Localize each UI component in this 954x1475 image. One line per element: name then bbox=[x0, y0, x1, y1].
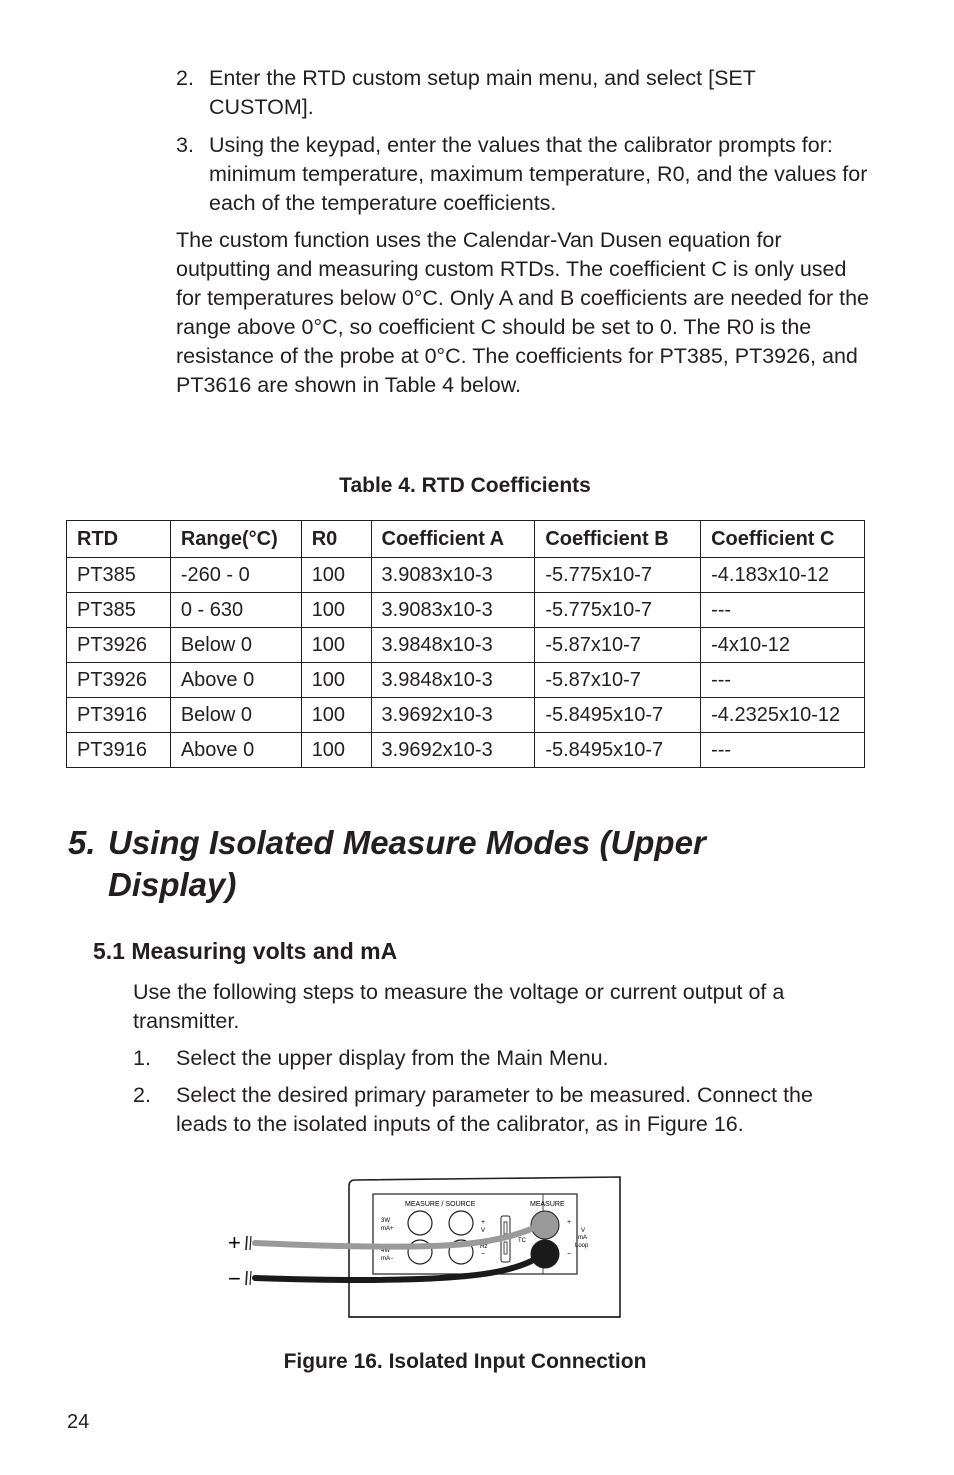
cell-coefficient-a: 3.9083x10-3 bbox=[371, 593, 535, 628]
rtd-coefficients-table bbox=[66, 520, 865, 768]
cell-r0: 100 bbox=[301, 733, 371, 768]
header-coefficient-c: Coefficient C bbox=[701, 521, 865, 558]
positive-lead bbox=[255, 1224, 543, 1247]
section-number: 5. bbox=[68, 824, 96, 861]
table-caption: Table 4. RTD Coefficients bbox=[339, 474, 591, 497]
cell-coefficient-c: --- bbox=[701, 593, 865, 628]
label-mid-hz: Hz bbox=[480, 1244, 488, 1250]
label-measure: MEASURE bbox=[530, 1201, 565, 1208]
cell-coefficient-c: -4.183x10-12 bbox=[701, 558, 865, 593]
table-header-row bbox=[67, 521, 865, 558]
page-number: 24 bbox=[67, 1411, 90, 1433]
cell-r0: 100 bbox=[301, 663, 371, 698]
cell-coefficient-a: 3.9848x10-3 bbox=[371, 663, 535, 698]
label-4w: 4W bbox=[381, 1248, 390, 1254]
step-text: Select the upper display from the Main Menu. bbox=[176, 1046, 609, 1070]
cell-r0: 100 bbox=[301, 593, 371, 628]
header-rtd: RTD bbox=[67, 521, 171, 558]
header-coefficient-a: Coefficient A bbox=[371, 521, 535, 558]
subsection-intro: Use the following steps to measure the voltage or current output of a transmitter. bbox=[133, 980, 785, 1033]
cell-r0: 100 bbox=[301, 628, 371, 663]
cell-coefficient-a: 3.9692x10-3 bbox=[371, 733, 535, 768]
label-measure-source: MEASURE / SOURCE bbox=[405, 1201, 476, 1208]
label-mid-minus: − bbox=[481, 1251, 486, 1258]
label-ma-minus: mA− bbox=[381, 1256, 394, 1262]
step-2 bbox=[133, 1081, 873, 1141]
cell-rtd: PT385 bbox=[67, 593, 171, 628]
cell-rtd: PT3926 bbox=[67, 663, 171, 698]
cell-coefficient-b: -5.775x10-7 bbox=[535, 558, 701, 593]
step-1 bbox=[133, 1044, 873, 1074]
step-text: Select the desired primary parameter to be measured. Connect the leads to the isolated inputs of the calibrator, as in Figure 16. bbox=[176, 1083, 813, 1136]
figure-caption: Figure 16. Isolated Input Connection bbox=[283, 1350, 647, 1373]
jack-mid-top bbox=[449, 1211, 473, 1235]
cell-range: 0 - 630 bbox=[170, 593, 301, 628]
table-row bbox=[67, 733, 865, 768]
label-right-plus: + bbox=[567, 1219, 572, 1226]
table-row bbox=[67, 663, 865, 698]
step-number: 3. bbox=[176, 133, 194, 157]
step-text: Enter the RTD custom setup main menu, and select [SET CUSTOM]. bbox=[209, 66, 756, 119]
cell-coefficient-a: 3.9692x10-3 bbox=[371, 698, 535, 733]
custom-function-paragraph: The custom function uses the Calendar-Van Dusen equation for outputting and measuring custom RTDs. The coefficient C is only used for temperatures below 0°C. Only A and B coefficients are needed for the range above 0°C, so coefficient C should be set to 0. The R0 is the resistance of the probe at 0°C. The coefficients for PT385, PT3926, and PT3616 are shown in Table 4 below. bbox=[176, 228, 870, 397]
cell-range: Above 0 bbox=[170, 663, 301, 698]
subsection-heading: 5.1 Measuring volts and mA bbox=[93, 938, 398, 964]
label-right-minus: − bbox=[567, 1251, 572, 1258]
label-mid-v: V bbox=[481, 1228, 486, 1234]
step-number: 2. bbox=[176, 66, 194, 90]
label-right-v: V bbox=[581, 1228, 586, 1234]
step-number: 2. bbox=[133, 1083, 151, 1107]
negative-lead bbox=[255, 1254, 543, 1280]
cell-coefficient-c: --- bbox=[701, 733, 865, 768]
jack-3w bbox=[408, 1211, 432, 1235]
step-number: 1. bbox=[133, 1046, 151, 1070]
label-3w: 3W bbox=[381, 1218, 390, 1224]
table-row bbox=[67, 593, 865, 628]
header-coefficient-b: Coefficient B bbox=[535, 521, 701, 558]
cell-coefficient-b: -5.87x10-7 bbox=[535, 663, 701, 698]
cell-rtd: PT3926 bbox=[67, 628, 171, 663]
header-range: Range(°C) bbox=[170, 521, 301, 558]
step-text: Using the keypad, enter the values that the calibrator prompts for: minimum temperature, maximum temperature, R0, and the values for each of the temperature coefficients. bbox=[209, 133, 868, 215]
cell-range: Below 0 bbox=[170, 628, 301, 663]
cell-coefficient-c: --- bbox=[701, 663, 865, 698]
table-row bbox=[67, 698, 865, 733]
cell-r0: 100 bbox=[301, 698, 371, 733]
cell-coefficient-a: 3.9848x10-3 bbox=[371, 628, 535, 663]
label-right-loop: Loop bbox=[575, 1243, 589, 1249]
cell-range: -260 - 0 bbox=[170, 558, 301, 593]
table-row bbox=[67, 628, 865, 663]
cell-coefficient-c: -4x10-12 bbox=[701, 628, 865, 663]
section-title: Using Isolated Measure Modes (Upper Display) bbox=[108, 824, 706, 903]
step-3-top bbox=[176, 131, 876, 221]
label-mid-plus: + bbox=[481, 1219, 486, 1226]
label-right-ma: mA bbox=[578, 1235, 587, 1241]
table-row bbox=[67, 558, 865, 593]
cell-rtd: PT3916 bbox=[67, 698, 171, 733]
cell-coefficient-b: -5.775x10-7 bbox=[535, 593, 701, 628]
lead-plus-label: + bbox=[228, 1230, 241, 1255]
cell-range: Below 0 bbox=[170, 698, 301, 733]
header-r0: R0 bbox=[301, 521, 371, 558]
cell-coefficient-b: -5.87x10-7 bbox=[535, 628, 701, 663]
label-tc: TC bbox=[518, 1238, 526, 1244]
cell-coefficient-a: 3.9083x10-3 bbox=[371, 558, 535, 593]
cell-rtd: PT3916 bbox=[67, 733, 171, 768]
label-ma-plus: mA+ bbox=[381, 1226, 394, 1232]
step-2-top bbox=[176, 64, 876, 124]
cell-coefficient-b: -5.8495x10-7 bbox=[535, 698, 701, 733]
cell-coefficient-c: -4.2325x10-12 bbox=[701, 698, 865, 733]
cell-r0: 100 bbox=[301, 558, 371, 593]
cell-range: Above 0 bbox=[170, 733, 301, 768]
cell-coefficient-b: -5.8495x10-7 bbox=[535, 733, 701, 768]
lead-minus-label: − bbox=[228, 1266, 241, 1291]
cell-rtd: PT385 bbox=[67, 558, 171, 593]
isolated-input-connection-figure bbox=[225, 1172, 625, 1322]
